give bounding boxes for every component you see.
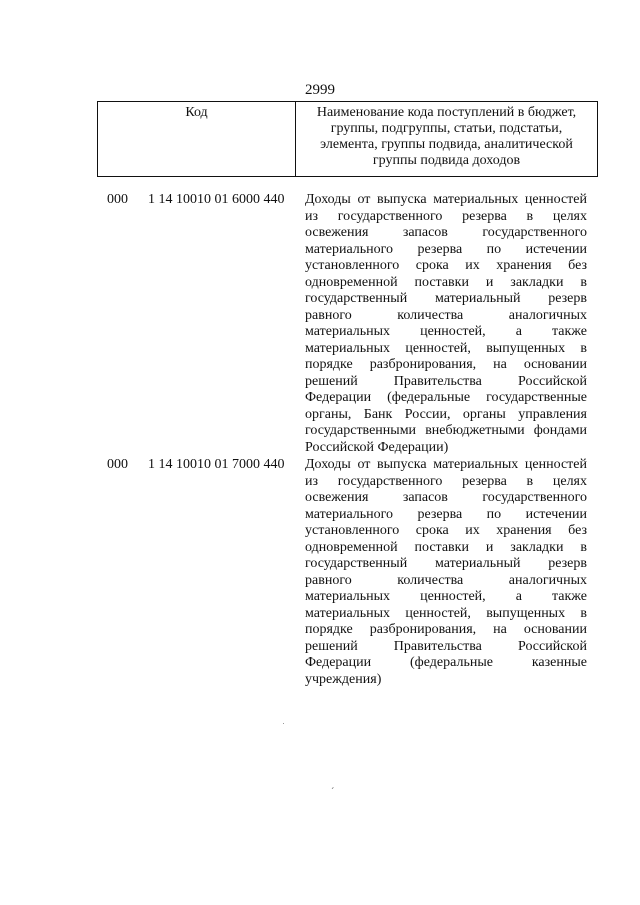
- page-number: 2999: [305, 82, 335, 98]
- admin-code: 000: [107, 457, 128, 472]
- scan-dot: [283, 723, 284, 724]
- header-name-column: Наименование кода поступлений в бюджет, группы, подгруппы, статьи, подстатьи, элемента, группы подвида, аналитической группы подвида доходов: [316, 105, 577, 168]
- income-description: Доходы от выпуска материальных ценностей из государственного резерва в целях освежения запасов государственного материального резерва по истечении установленного срока их хранения без одновременной поставки и закладки в государственный материальный резерв равного количества аналогичных материальных ценностей, а также материальных ценностей, выпущенных в порядке разбронирования, на основании решений Правительства Российской Федерации (федеральные государственные органы, Банк России, органы управления государственными внебюджетными фондами Российской Федерации): [305, 192, 587, 455]
- income-description: Доходы от выпуска материальных ценностей из государственного резерва в целях освежения запасов государственного материального резерва по истечении установленного срока их хранения без одновременной поставки и закладки в государственный материальный резерв равного количества аналогичных материальных ценностей, а также материальных ценностей, выпущенных в порядке разбронирования, на основании решений Правительства Российской Федерации (федеральные казенные учреждения): [305, 457, 587, 687]
- income-code: 1 14 10010 01 6000 440: [148, 192, 285, 207]
- stray-mark: ˊ: [331, 787, 335, 798]
- admin-code: 000: [107, 192, 128, 207]
- header-code-column: Код: [98, 102, 296, 176]
- table-header: [97, 101, 598, 177]
- income-code: 1 14 10010 01 7000 440: [148, 457, 285, 472]
